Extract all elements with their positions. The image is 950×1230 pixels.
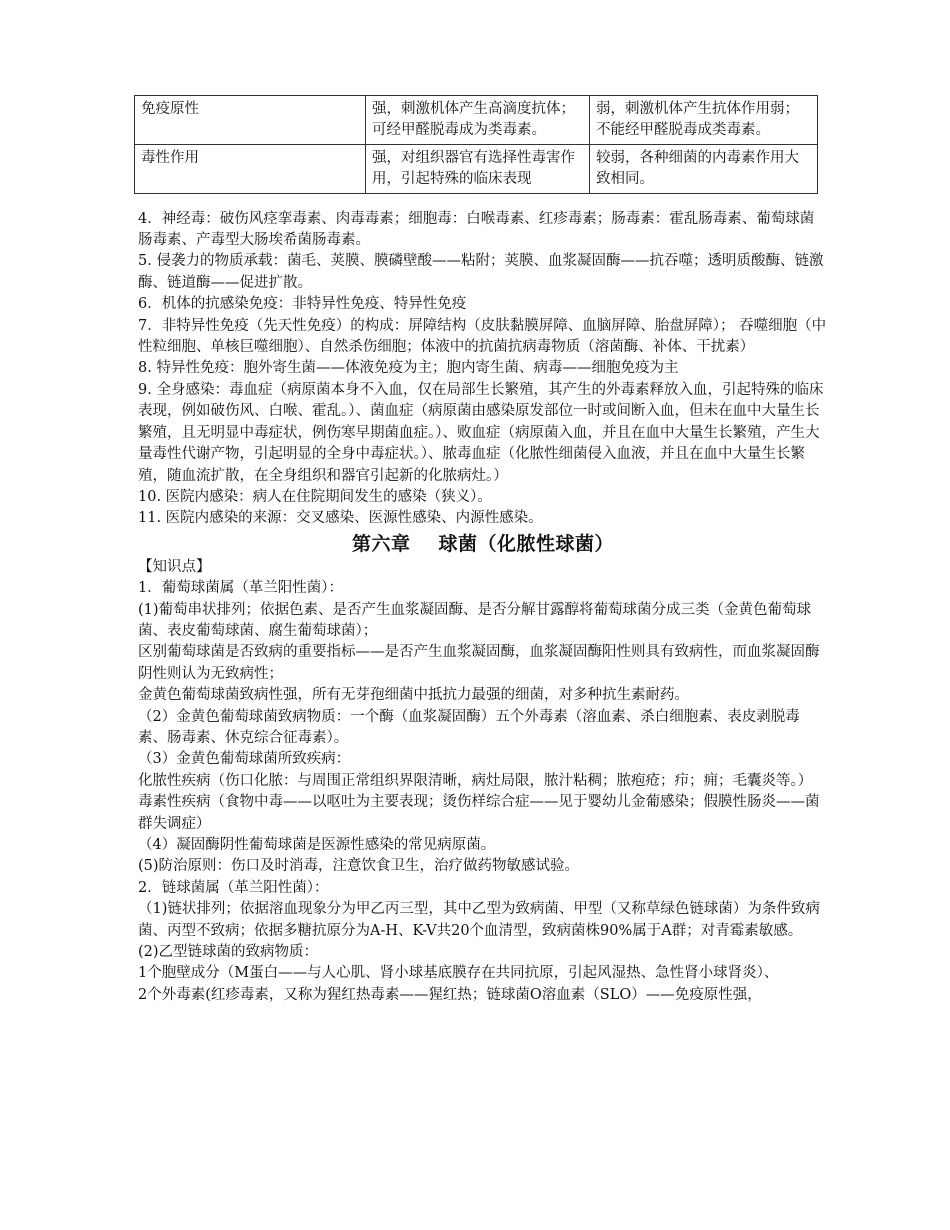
paragraph: 2．链球菌属（革兰阳性菌）：: [138, 879, 329, 896]
table-cell-feature: 毒性作用: [135, 144, 366, 193]
paragraph: 1．葡萄球菌属（革兰阳性菌）：: [138, 580, 343, 597]
toxin-comparison-table: [134, 95, 818, 194]
paragraph: 毒素性疾病（食物中毒——以呕吐为主要表现；烫伤样综合症——见于婴幼儿金葡感染；假膜性肠炎——菌群失调症）: [138, 794, 820, 832]
paragraph: 1个胞壁成分（M蛋白——与人心肌、肾小球基底膜存在共同抗原，引起风湿热、急性肾小球肾炎）、: [138, 965, 779, 982]
table-row: [135, 96, 818, 145]
table-cell-feature: 免疫原性: [135, 96, 366, 145]
table-cell-endotoxin: 弱，刺激机体产生抗体作用弱；不能经甲醛脱毒成类毒素。: [589, 96, 817, 145]
paragraph: 区别葡萄球菌是否致病的重要指标——是否产生血浆凝固酶，血浆凝固酶阳性则具有致病性，而血浆凝固酶阴性则认为无致病性；: [138, 644, 820, 682]
knowledge-point-label: 【知识点】: [138, 558, 211, 575]
paragraph: (1)葡萄串状排列；依据色素、是否产生血浆凝固酶、是否分解甘露醇将葡萄球菌分成三类（金黄色葡萄球菌、表皮葡萄球菌、腐生葡萄球菌）；: [138, 601, 812, 639]
cocci-section: [138, 557, 828, 1007]
table-cell-endotoxin: 较弱，各种细菌的内毒素作用大致相同。: [589, 144, 817, 193]
document-page: [138, 95, 828, 1006]
paragraph: （2）金黄色葡萄球菌致病物质：一个酶（血浆凝固酶）五个外毒素（溶血素、杀白细胞素、表皮剥脱毒素、肠毒素、休克综合征毒素）。: [138, 708, 800, 746]
paragraph: 7．非特异性免疫（先天性免疫）的构成：屏障结构（皮肤黏膜屏障、血脑屏障、胎盘屏障）； 吞噬细胞（中性粒细胞、单核巨噬细胞）、自然杀伤细胞；体液中的抗菌抗病毒物质（溶菌酶、补体、干扰素）: [138, 317, 827, 356]
table-cell-exotoxin: 强，刺激机体产生高滴度抗体；可经甲醛脱毒成为类毒素。: [366, 96, 590, 145]
paragraph: 5. 侵袭力的物质承载：菌毛、荚膜、膜磷壁酸——粘附；荚膜、血浆凝固酶——抗吞噬；透明质酸酶、链激酶、链道酶——促进扩散。: [138, 253, 824, 291]
paragraph: 2个外毒素(红疹毒素，又称为猩红热毒素——猩红热；链球菌O溶血素（SLO）——免疫原性强，: [138, 986, 762, 1003]
paragraph: 11. 医院内感染的来源：交叉感染、医源性感染、内源性感染。: [138, 510, 543, 527]
paragraph: 10. 医院内感染：病人在住院期间发生的感染（狭义）。: [138, 488, 492, 505]
paragraph: 9. 全身感染：毒血症（病原菌本身不入血，仅在局部生长繁殖，其产生的外毒素释放入血，引起特殊的临床表现，例如破伤风、白喉、霍乱。）、菌血症（病原菌由感染原发部位一时或间断入血，但未在血中大量生长繁殖，且无明显中毒症状，例伤寒早期菌血症。）、败血症（病原菌入血，并且在血中大量生长繁殖，产生大量毒性代谢产物，引起明显的全身中毒症状。）、脓毒血症（化脓性细菌侵入血液，并且在血中大量生长繁殖，随血流扩散，在全身组织和器官引起新的化脓病灶。）: [138, 381, 824, 484]
table-row: [135, 144, 818, 193]
immunity-section: [138, 209, 828, 530]
paragraph: 金黄色葡萄球菌致病性强，所有无芽孢细菌中抵抗力最强的细菌，对多种抗生素耐药。: [138, 687, 689, 704]
table-cell-exotoxin: 强，对组织器官有选择性毒害作用，引起特殊的临床表现: [366, 144, 590, 193]
chapter-heading: [138, 532, 828, 556]
paragraph: 8. 特异性免疫：胞外寄生菌——体液免疫为主；胞内寄生菌、病毒——细胞免疫为主: [138, 360, 679, 377]
paragraph: （4）凝固酶阴性葡萄球菌是医源性感染的常见病原菌。: [138, 837, 496, 853]
paragraph: 化脓性疾病（伤口化脓：与周围正常组织界限清晰，病灶局限，脓汁粘稠；脓疱疮；疖；痈；毛囊炎等。）: [138, 772, 813, 789]
paragraph: (2)乙型链球菌的致病物质：: [138, 944, 319, 961]
paragraph: （3）金黄色葡萄球菌所致疾病：: [138, 751, 351, 768]
paragraph: 6．机体的抗感染免疫：非特异性免疫、特异性免疫: [138, 296, 467, 313]
chapter-title: 球菌（化脓性球菌）: [438, 532, 615, 555]
paragraph: （1)链状排列；依据溶血现象分为甲乙丙三型，其中乙型为致病菌、甲型（又称草绿色链球菌）为条件致病菌、丙型不致病；依据多糖抗原分为A-H、K-V共20个血清型，致病菌株90%属于A群；对青霉素敏感。: [138, 901, 820, 939]
paragraph: 4．神经毒：破伤风痉挛毒素、肉毒毒素；细胞毒：白喉毒素、红疹毒素；肠毒素：霍乱肠毒素、葡萄球菌肠毒素、产毒型大肠埃希菌肠毒素。: [138, 210, 815, 249]
paragraph: (5)防治原则：伤口及时消毒，注意饮食卫生，治疗做药物敏感试验。: [138, 858, 580, 875]
chapter-number: 第六章: [351, 532, 411, 555]
